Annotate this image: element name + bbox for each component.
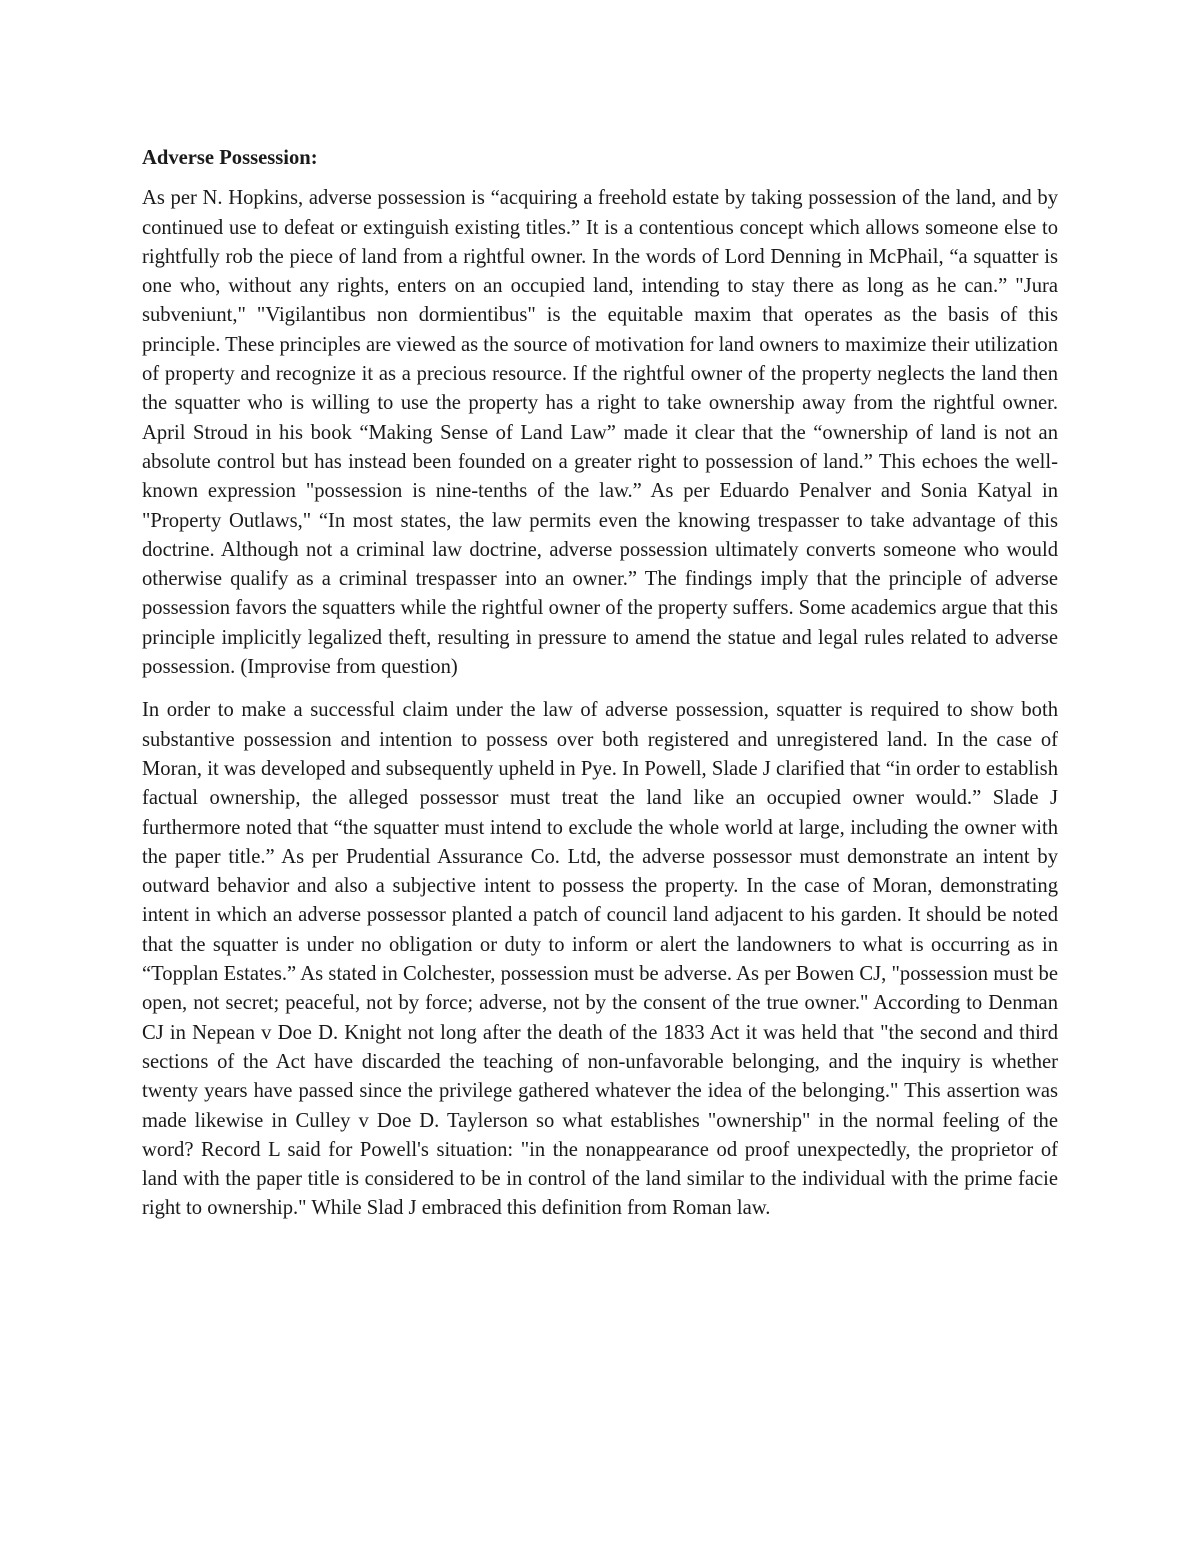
paragraph: As per N. Hopkins, adverse possession is “acquiring a freehold estate by taking possession of the land, and by continued use to defeat or extinguish existing titles.” It is a contentious concept which allows someone else to rightfully rob the piece of land from a rightful owner. In the words of Lord Denning in McPhail, “a squatter is one who, without any rights, enters on an occupied land, intending to stay there as long as he can.” "Jura subveniunt," "Vigilantibus non dormientibus" is the equitable maxim that operates as the basis of this principle. These principles are viewed as the source of motivation for land owners to maximize their utilization of property and recognize it as a precious resource. If the rightful owner of the property neglects the land then the squatter who is willing to use the property has a right to take ownership away from the rightful owner. April Stroud in his book “Making Sense of Land Law” made it clear that the “ownership of land is not an absolute control but has instead been founded on a greater right to possession of land.” This echoes the well-known expression "possession is nine-tenths of the law.” As per Eduardo Penalver and Sonia Katyal in "Property Outlaws," “In most states, the law permits even the knowing trespasser to take advantage of this doctrine. Although not a criminal law doctrine, adverse possession ultimately converts someone who would otherwise qualify as a criminal trespasser into an owner.” The findings imply that the principle of adverse possession favors the squatters while the rightful owner of the property suffers. Some academics argue that this principle implicitly legalized theft, resulting in pressure to amend the statue and legal rules related to adverse possession. (Improvise from question) bbox=[142, 187, 1059, 679]
document-body bbox=[142, 144, 1058, 1224]
paragraph: In order to make a successful claim under the law of adverse possession, squatter is required to show both substantive possession and intention to possess over both registered and unregistered land. In the case of Moran, it was developed and subsequently upheld in Pye. In Powell, Slade J clarified that “in order to establish factual ownership, the alleged possessor must treat the land like an occupied owner would.” Slade J furthermore noted that “the squatter must intend to exclude the whole world at large, including the owner with the paper title.” As per Prudential Assurance Co. Ltd, the adverse possessor must demonstrate an intent by outward behavior and also a subjective intent to possess the property. In the case of Moran, demonstrating intent in which an adverse possessor planted a patch of council land adjacent to his garden. It should be noted that the squatter is under no obligation or duty to inform or alert the landowners to what is occurring as in “Topplan Estates.” As stated in Colchester, possession must be adverse. As per Bowen CJ, "possession must be open, not secret; peaceful, not by force; adverse, not by the consent of the true owner." According to Denman CJ in Nepean v Doe D. Knight not long after the death of the 1833 Act it was held that "the second and third sections of the Act have discarded the teaching of non-unfavorable belonging, and the inquiry is whether twenty years have passed since the privilege gathered whatever the idea of the belonging." This assertion was made likewise in Culley v Doe D. Taylerson so what establishes "ownership" in the normal feeling of the word? Record L said for Powell's situation: "in the nonappearance od proof unexpectedly, the proprietor of land with the paper title is considered to be in control of the land similar to the individual with the prime facie right to ownership." While Slad J embraced this definition from Roman law. bbox=[142, 699, 1058, 1220]
document-heading: Adverse Possession: bbox=[142, 147, 318, 169]
